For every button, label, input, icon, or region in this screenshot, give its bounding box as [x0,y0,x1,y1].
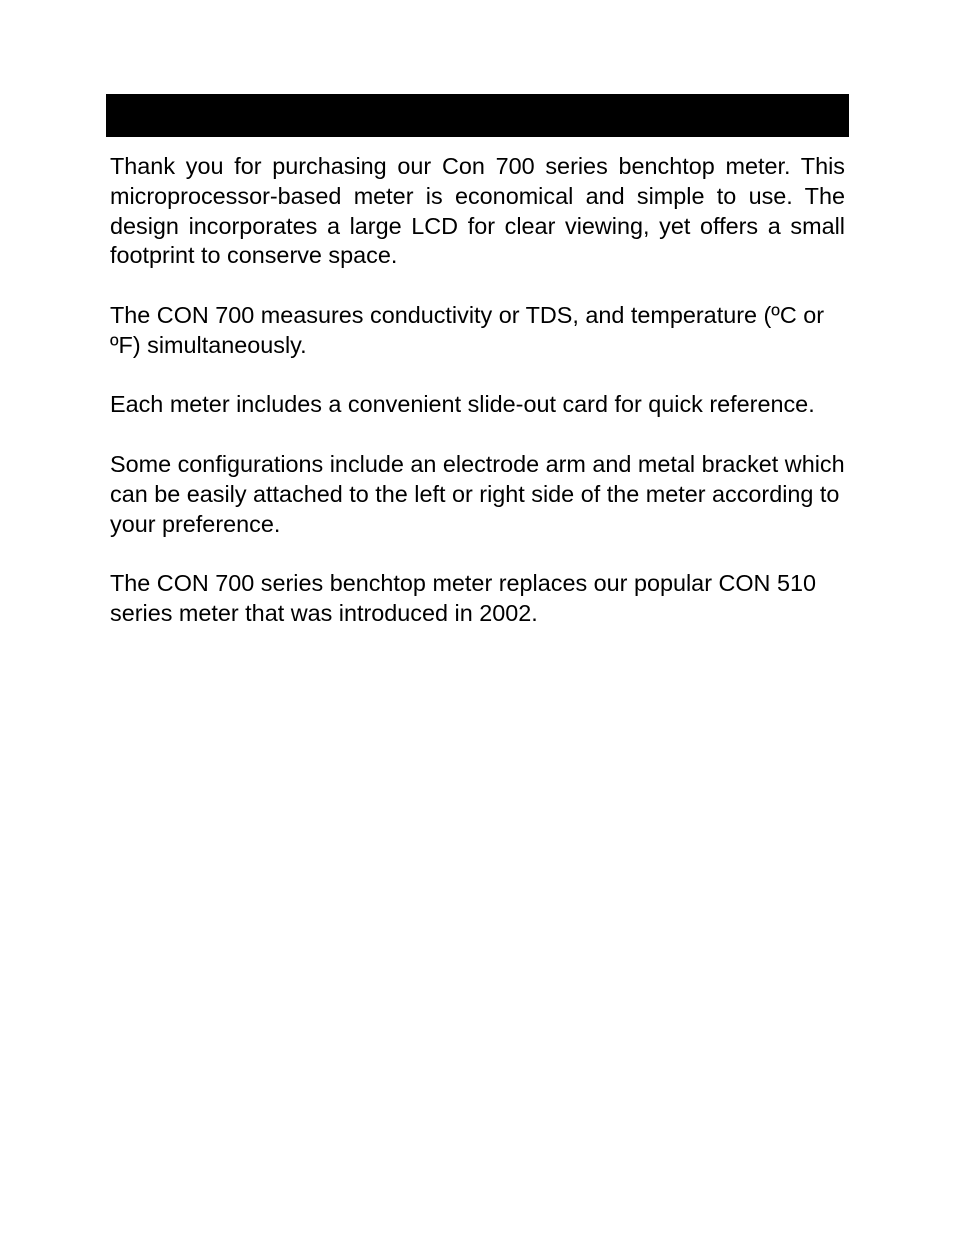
replacement-paragraph: The CON 700 series benchtop meter replaces our popular CON 510 series meter that was introduced in 2002. [110,570,816,626]
measurement-paragraph: The CON 700 measures conductivity or TDS, and temperature (ºC or ºF) simultaneously. [110,301,825,358]
section-header-bar [106,94,849,137]
reference-card-paragraph: Each meter includes a convenient slide-out card for quick reference. [110,391,815,418]
document-body [110,152,845,629]
intro-paragraph: Thank you for purchasing our Con 700 series benchtop meter. This microprocessor-based meter is economical and simple to use. The design incorporates a large LCD for clear viewing, yet offers a small footprint to conserve space. [110,153,845,269]
electrode-arm-paragraph: Some configurations include an electrode arm and metal bracket which can be easily attached to the left or right side of the meter according to your preference. [110,450,845,537]
